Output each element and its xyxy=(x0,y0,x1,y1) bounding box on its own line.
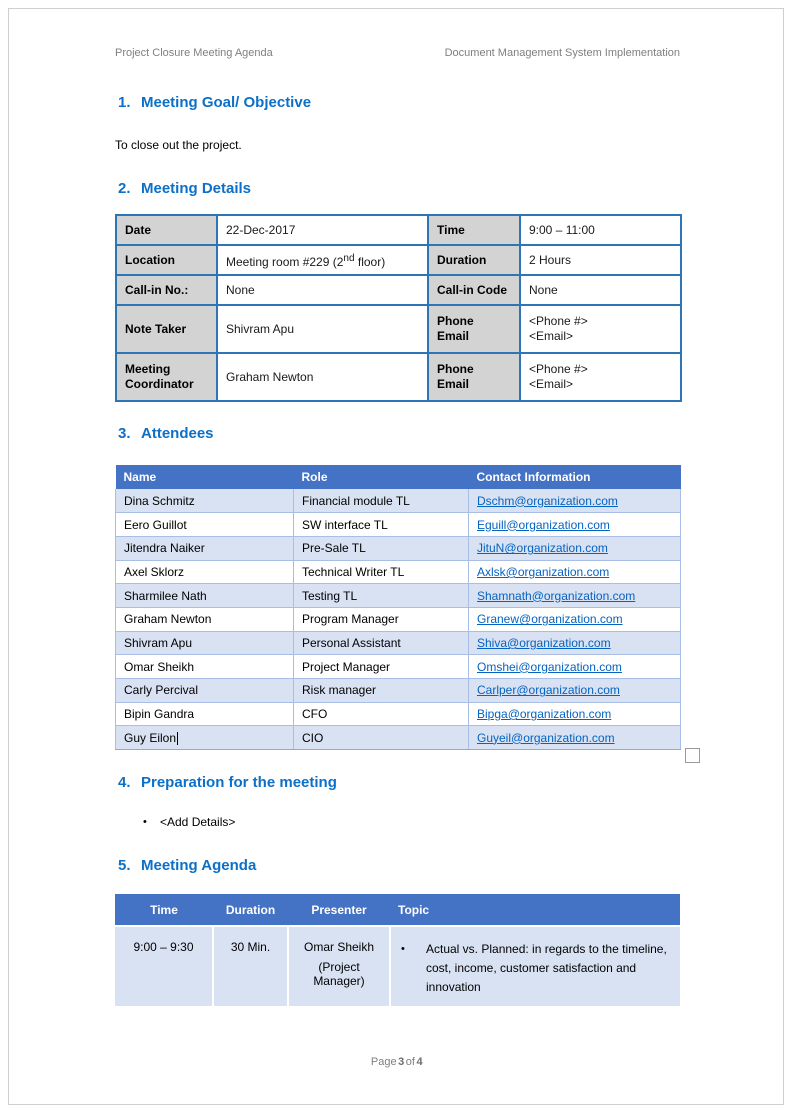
attendee-email-cell xyxy=(469,536,681,560)
time-label-cell: Time xyxy=(428,215,520,245)
note-taker-label-cell: Note Taker xyxy=(116,305,217,353)
document-page xyxy=(115,0,680,1006)
heading-number: 5. xyxy=(118,857,131,875)
callin-no-label-cell: Call-in No.: xyxy=(116,275,217,305)
email-link[interactable]: Axlsk@organization.com xyxy=(477,564,610,579)
attendee-role: CIO xyxy=(294,726,469,750)
attendee-role: Pre-Sale TL xyxy=(294,536,469,560)
meeting-agenda-table xyxy=(115,894,680,1006)
attendee-row xyxy=(116,489,681,513)
heading-meeting-goal xyxy=(115,94,680,112)
attendee-name: Bipin Gandra xyxy=(116,702,294,726)
phone-label: Phone xyxy=(437,314,474,328)
heading-number: 4. xyxy=(118,774,131,792)
attendee-email-cell xyxy=(469,584,681,608)
agenda-row xyxy=(115,926,680,1006)
heading-title: Meeting Details xyxy=(141,180,252,197)
attendee-name: Dina Schmitz xyxy=(116,489,294,513)
email-link[interactable]: Shiva@organization.com xyxy=(477,635,611,650)
attendee-email-cell xyxy=(469,560,681,584)
agenda-topic-text: Actual vs. Planned: in regards to the timeline, cost, income, customer satisfaction and innovation xyxy=(426,942,667,995)
attendee-name: Carly Percival xyxy=(116,679,294,703)
heading-meeting-details xyxy=(115,180,680,198)
table-row xyxy=(116,305,681,353)
attendees-table-container xyxy=(115,465,680,750)
attendee-email-cell xyxy=(469,607,681,631)
contact-column-header: Contact Information xyxy=(469,465,681,489)
presenter-role: (Project Manager) xyxy=(313,960,365,989)
duration-column-header: Duration xyxy=(213,894,288,926)
heading-preparation xyxy=(115,774,680,792)
attendee-name-text: Guy Eilon xyxy=(124,730,177,745)
phone-placeholder: <Phone #> xyxy=(529,362,588,376)
email-link[interactable]: Shamnath@organization.com xyxy=(477,588,636,603)
agenda-topic-cell xyxy=(390,926,680,1006)
attendee-role: Project Manager xyxy=(294,655,469,679)
attendee-name: Sharmilee Nath xyxy=(116,584,294,608)
email-label: Email xyxy=(437,377,470,391)
callin-no-value-cell: None xyxy=(217,275,428,305)
location-label-cell: Location xyxy=(116,245,217,275)
heading-title: Preparation for the meeting xyxy=(141,774,337,792)
agenda-duration-cell: 30 Min. xyxy=(213,926,288,1006)
agenda-header-row xyxy=(115,894,680,926)
attendee-role: Technical Writer TL xyxy=(294,560,469,584)
email-link[interactable]: Eguill@organization.com xyxy=(477,517,610,532)
agenda-presenter-cell xyxy=(288,926,390,1006)
table-row xyxy=(116,215,681,245)
phone-email-value-cell xyxy=(520,353,681,401)
preparation-item-text: <Add Details> xyxy=(160,815,236,830)
duration-label-cell: Duration xyxy=(428,245,520,275)
attendee-name: Shivram Apu xyxy=(116,631,294,655)
bullet-icon: • xyxy=(143,816,147,829)
coordinator-label-cell: Meeting Coordinator xyxy=(116,353,217,401)
callin-code-label-cell: Call-in Code xyxy=(428,275,520,305)
name-column-header: Name xyxy=(116,465,294,489)
phone-email-label-cell xyxy=(428,305,520,353)
email-link[interactable]: Granew@organization.com xyxy=(477,612,623,627)
header-left-title: Project Closure Meeting Agenda xyxy=(115,47,273,59)
attendee-role: SW interface TL xyxy=(294,513,469,537)
preparation-bullet-item xyxy=(115,815,680,829)
attendee-role: Personal Assistant xyxy=(294,631,469,655)
text-cursor xyxy=(177,732,178,745)
agenda-time-cell: 9:00 – 9:30 xyxy=(115,926,213,1006)
attendee-role: Financial module TL xyxy=(294,489,469,513)
attendee-row xyxy=(116,584,681,608)
email-label: Email xyxy=(437,329,470,343)
attendee-row xyxy=(116,536,681,560)
attendee-name: Omar Sheikh xyxy=(116,655,294,679)
presenter-name: Omar Sheikh xyxy=(303,940,375,955)
phone-email-value-cell xyxy=(520,305,681,353)
attendee-row xyxy=(116,702,681,726)
heading-title: Attendees xyxy=(141,425,214,442)
phone-label: Phone xyxy=(437,362,474,376)
email-link[interactable]: Bipga@organization.com xyxy=(477,707,612,722)
document-header xyxy=(115,0,680,60)
page-label: Page xyxy=(370,1056,397,1068)
attendee-role: Testing TL xyxy=(294,584,469,608)
meeting-details-table xyxy=(115,214,682,402)
heading-number: 1. xyxy=(118,94,131,111)
attendee-row xyxy=(116,513,681,537)
heading-meeting-agenda xyxy=(115,857,680,875)
attendee-row xyxy=(116,655,681,679)
attendee-name: Jitendra Naiker xyxy=(116,536,294,560)
topic-column-header: Topic xyxy=(390,894,680,926)
attendee-row xyxy=(116,631,681,655)
time-value-cell: 9:00 – 11:00 xyxy=(520,215,681,245)
attendee-name: Eero Guillot xyxy=(116,513,294,537)
heading-title: Meeting Agenda xyxy=(141,857,257,875)
attendee-row xyxy=(116,679,681,703)
role-column-header: Role xyxy=(294,465,469,489)
phone-placeholder: <Phone #> xyxy=(529,314,588,328)
heading-number: 3. xyxy=(118,425,131,442)
heading-attendees xyxy=(115,425,680,443)
email-link[interactable]: JituN@organization.com xyxy=(477,541,608,556)
attendee-email-cell xyxy=(469,513,681,537)
attendee-role: Program Manager xyxy=(294,607,469,631)
email-placeholder: <Email> xyxy=(529,329,574,343)
presenter-column-header: Presenter xyxy=(288,894,390,926)
attendee-role: Risk manager xyxy=(294,679,469,703)
location-value-cell xyxy=(217,245,428,275)
location-text: Meeting room #229 (2 xyxy=(226,254,344,269)
location-text: floor) xyxy=(354,254,386,269)
attendee-email-cell xyxy=(469,631,681,655)
heading-title: Meeting Goal/ Objective xyxy=(141,94,312,111)
email-link[interactable]: Guyeil@organization.com xyxy=(477,730,615,745)
attendee-email-cell xyxy=(469,679,681,703)
attendee-role: CFO xyxy=(294,702,469,726)
callin-code-value-cell: None xyxy=(520,275,681,305)
goal-body-text: To close out the project. xyxy=(115,138,242,152)
attendee-row xyxy=(116,560,681,584)
date-value-cell: 22-Dec-2017 xyxy=(217,215,428,245)
email-link[interactable]: Omshei@organization.com xyxy=(477,659,622,674)
email-link[interactable]: Dschm@organization.com xyxy=(477,493,618,508)
attendee-row xyxy=(116,607,681,631)
table-row xyxy=(116,353,681,401)
email-placeholder: <Email> xyxy=(529,377,574,391)
date-label-cell: Date xyxy=(116,215,217,245)
page-number: 3 xyxy=(398,1056,405,1068)
attendee-email-cell xyxy=(469,489,681,513)
table-row xyxy=(116,245,681,275)
attendees-table xyxy=(115,465,681,750)
phone-email-label-cell xyxy=(428,353,520,401)
attendee-name xyxy=(116,726,294,750)
ordinal-superscript: nd xyxy=(343,252,355,264)
table-row xyxy=(116,275,681,305)
attendee-email-cell xyxy=(469,702,681,726)
document-footer xyxy=(0,1056,792,1068)
table-resize-handle[interactable] xyxy=(685,748,700,763)
attendee-row xyxy=(116,726,681,750)
bullet-icon: • xyxy=(401,943,405,956)
email-link[interactable]: Carlper@organization.com xyxy=(477,683,620,698)
attendee-email-cell xyxy=(469,726,681,750)
attendees-header-row xyxy=(116,465,681,489)
of-label: of xyxy=(405,1056,415,1068)
heading-number: 2. xyxy=(118,180,131,197)
duration-value-cell: 2 Hours xyxy=(520,245,681,275)
note-taker-value-cell: Shivram Apu xyxy=(217,305,428,353)
total-pages: 4 xyxy=(416,1056,423,1068)
attendee-email-cell xyxy=(469,655,681,679)
header-right-title: Document Management System Implementation xyxy=(444,47,680,59)
time-column-header: Time xyxy=(115,894,213,926)
coordinator-value-cell: Graham Newton xyxy=(217,353,428,401)
attendee-name: Axel Sklorz xyxy=(116,560,294,584)
attendee-name: Graham Newton xyxy=(116,607,294,631)
